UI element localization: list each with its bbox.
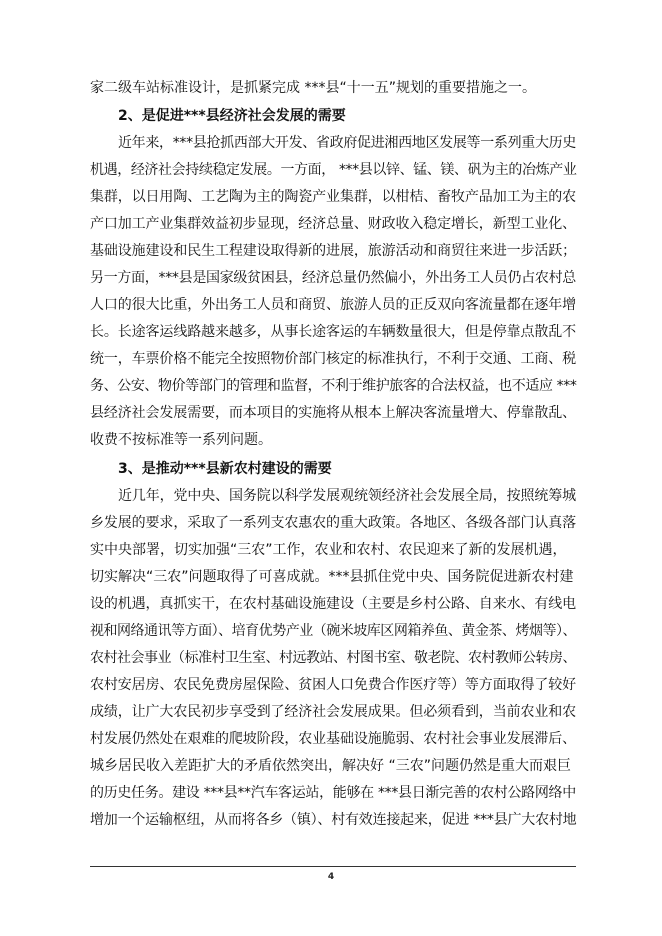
paragraph-line: 设的机遇，真抓实干，在农村基础设施建设（主要是乡村公路、自来水、有线电 [90,596,577,612]
paragraph-line: 近几年，党中央、国务院以科学发展观统领经济社会发展全局，按照统筹城 [118,488,577,504]
paragraph-line: 切实解决“三农”问题取得了可喜成就。***县抓住党中央、国务院促进新农村建 [90,569,574,585]
section-heading-3: 3、是推动***县新农村建设的需要 [118,461,332,477]
paragraph-line: 县经济社会发展需要，而本项目的实施将从根本上解决客流量增大、停靠散乱、 [90,405,577,421]
paragraph-line: 增加一个运输枢纽，从而将各乡（镇）、村有效连接起来，促进 ***县广大农村地 [90,812,577,828]
paragraph-line: 视和网络通讯等方面）、培育优势产业（碗米坡库区网箱养鱼、黄金茶、烤烟等）、 [90,623,577,639]
paragraph-line: 村发展仍然处在艰难的爬坡阶段，农业基础设施脆弱、农村社会事业发展滞后、 [90,731,577,747]
section-heading-2: 2、是促进***县经济社会发展的需要 [118,108,346,124]
paragraph-line: 长。长途客运线路越来越多，从事长途客运的车辆数量很大，但是停靠点散乱不 [90,324,577,340]
paragraph-line: 乡发展的要求，采取了一系列支农惠农的重大政策。各地区、各级各部门认真落 [90,515,577,531]
paragraph-line: 机遇，经济社会持续稳定发展。一方面， ***县以锌、锰、镁、矾为主的冶炼产业 [90,162,577,178]
paragraph-line: 产口加工产业集群效益初步显现，经济总量、财政收入稳定增长，新型工业化、 [90,216,577,232]
page-number: 4 [327,872,335,882]
paragraph-line: 务、公安、物价等部门的管理和监督，不利于维护旅客的合法权益，也不适应 *** [90,378,577,394]
paragraph-line: 统一，车票价格不能完全按照物价部门核定的标准执行，不利于交通、工商、税 [90,351,577,367]
paragraph-line: 基础设施建设和民生工程建设取得新的进展，旅游活动和商贸往来进一步活跃； [90,243,577,259]
paragraph-line: 城乡居民收入差距扩大的矛盾依然突出，解决好 “三农”问题仍然是重大而艰巨 [90,758,571,774]
paragraph-line: 另一方面，***县是国家级贫困县，经济总量仍然偏小，外出务工人员仍占农村总 [90,270,577,286]
paragraph-line: 的历史任务。建设 ***县**汽车客运站，能够在 ***县日渐完善的农村公路网络中 [90,785,576,801]
footer-divider [90,866,576,867]
paragraph-line: 实中央部署，切实加强“三农”工作，农业和农村、农民迎来了新的发展机遇， [90,542,567,558]
paragraph-line: 成绩，让广大农民初步享受到了经济社会发展成果。但必须看到，当前农业和农 [90,704,577,720]
paragraph-line: 农村安居房、农民免费房屋保险、贫困人口免费合作医疗等）等方面取得了较好 [90,677,577,693]
paragraph-line: 收费不按标准等一系列问题。 [90,432,272,448]
body-line: 家二级车站标准设计，是抓紧完成 ***县“十一五”规划的重要措施之一。 [90,80,536,96]
paragraph-line: 农村社会事业（标准村卫生室、村远教站、村图书室、敬老院、农村教师公转房、 [90,650,576,666]
paragraph-line: 人口的很大比重，外出务工人员和商贸、旅游人员的正反双向客流量都在逐年增 [90,297,577,313]
paragraph-line: 近年来，***县抢抓西部大开发、省政府促进湘西地区发展等一系列重大历史 [118,135,577,151]
paragraph-line: 集群，以日用陶、工艺陶为主的陶瓷产业集群，以柑桔、畜牧产品加工为主的农 [90,189,577,205]
